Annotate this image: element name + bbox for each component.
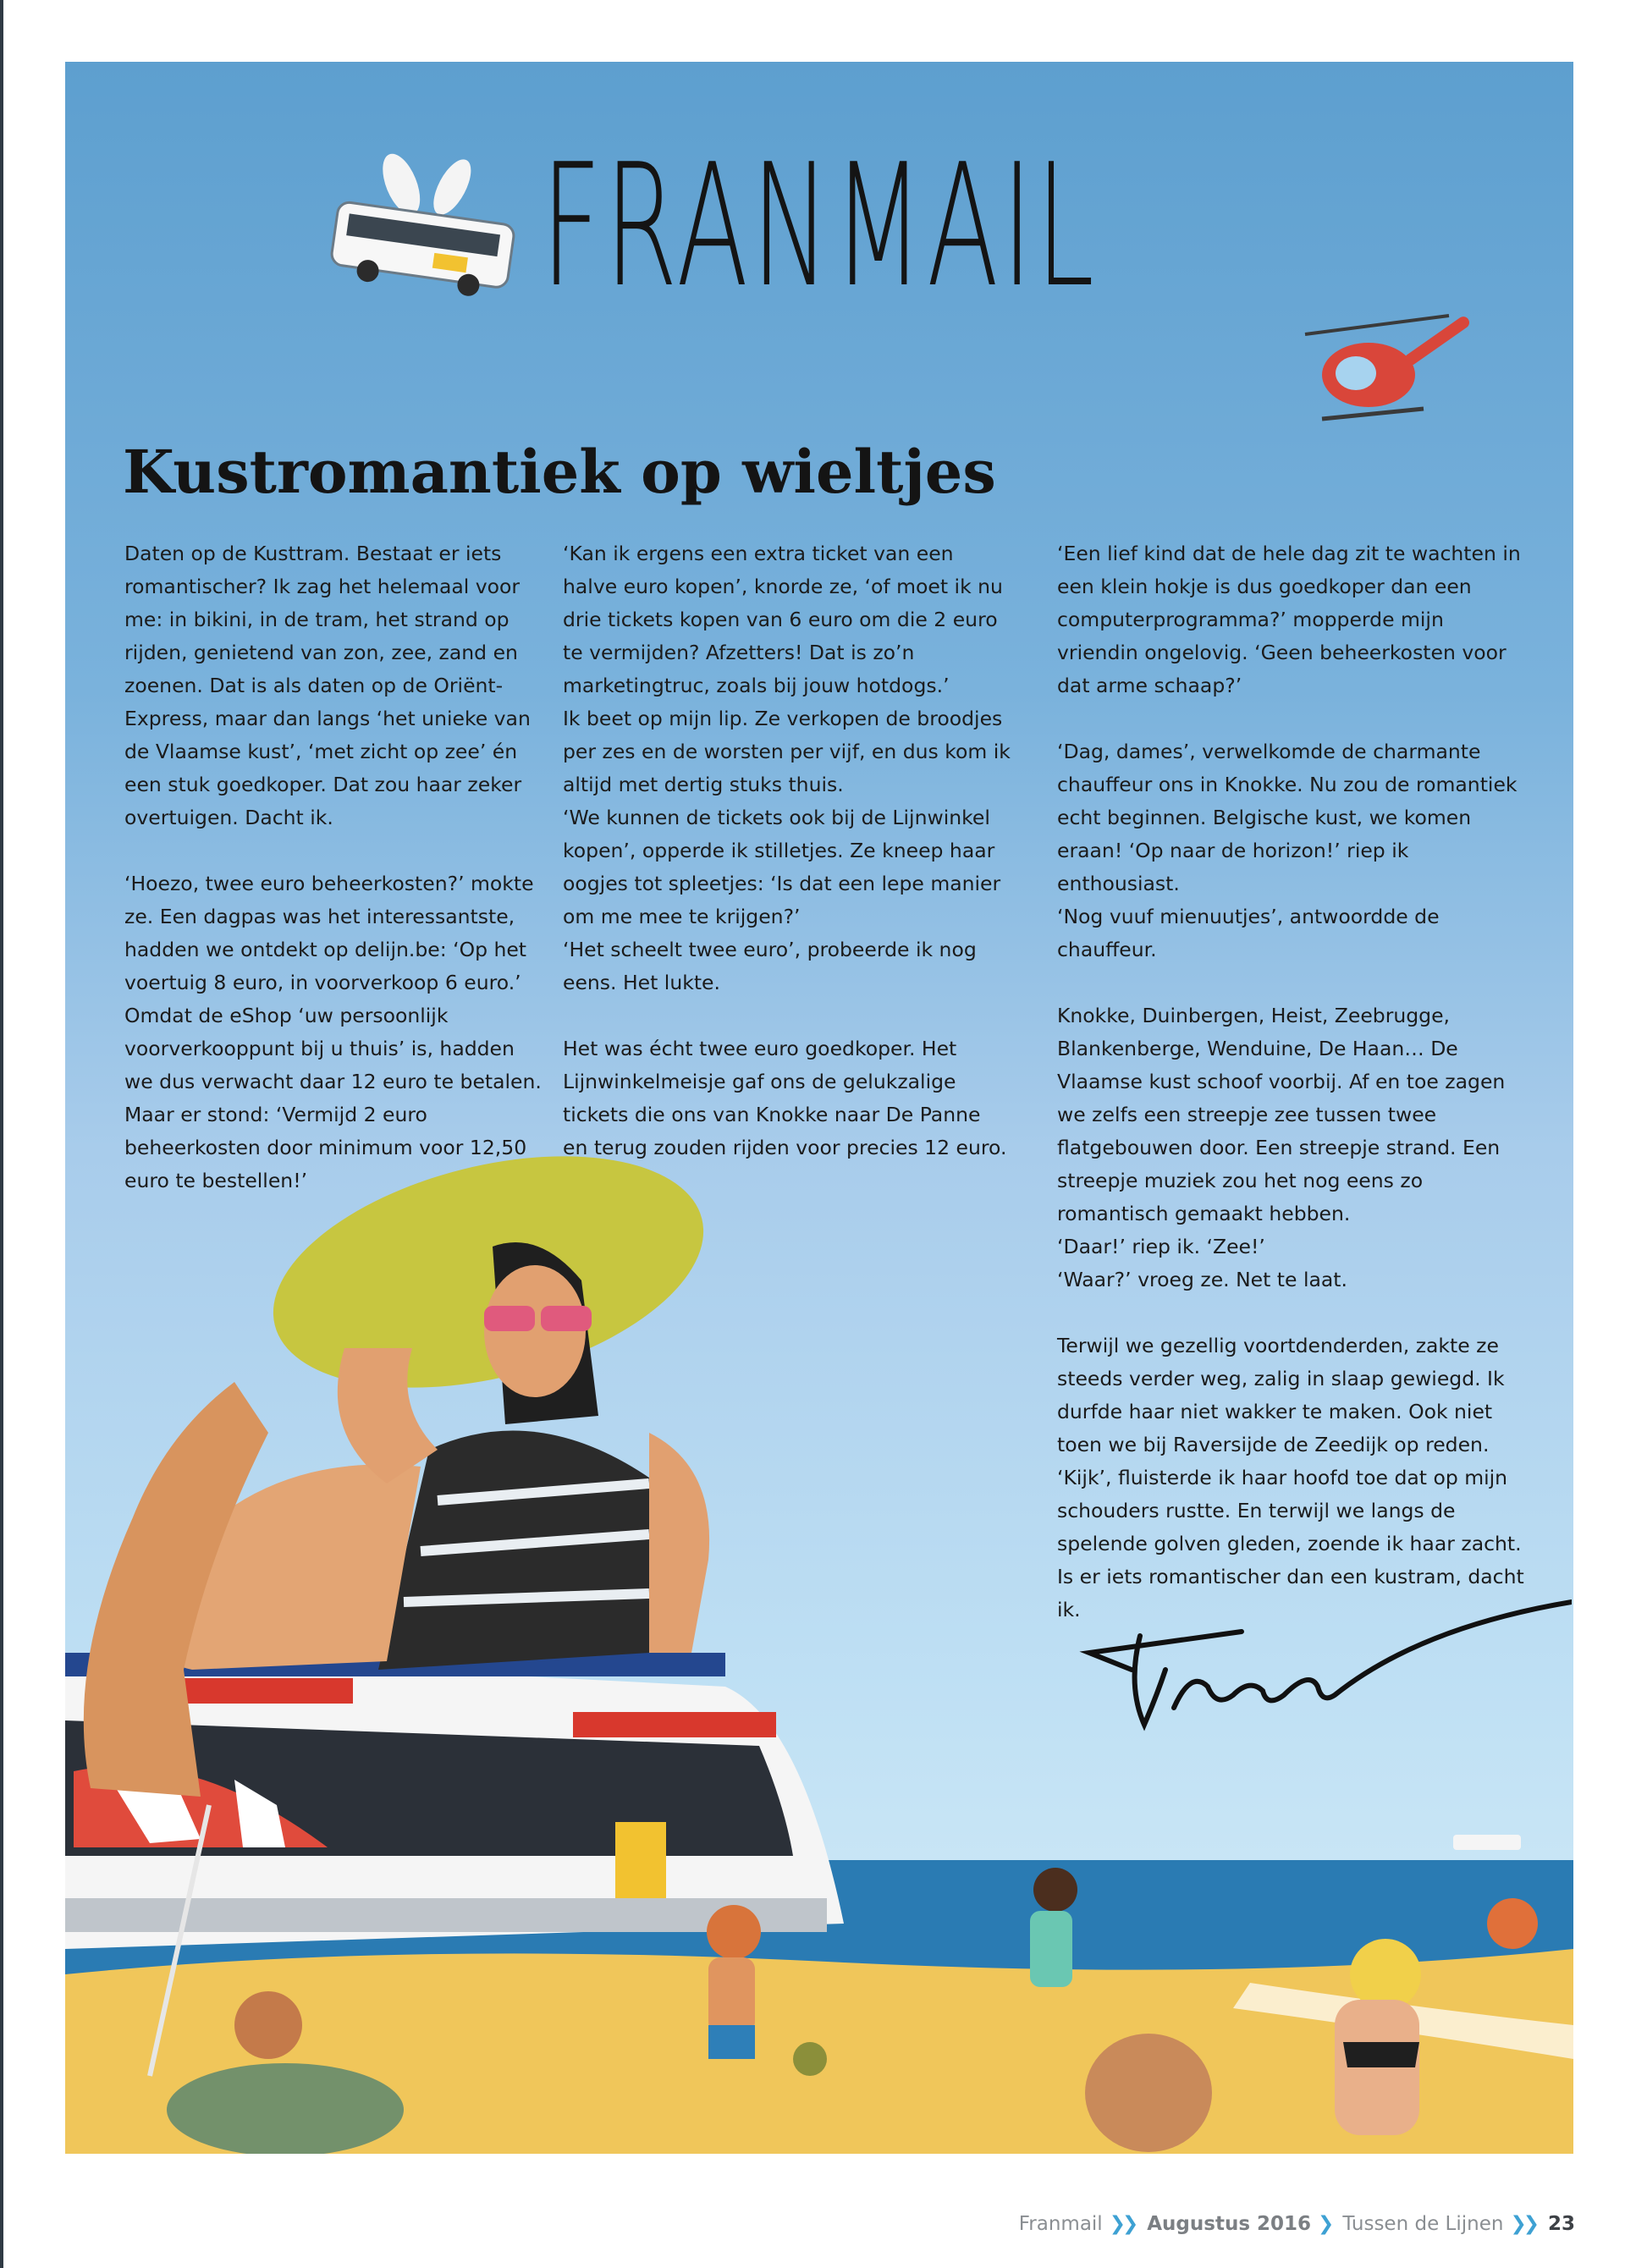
page-number: 23 <box>1547 2213 1575 2235</box>
helicopter-icon <box>1305 314 1472 419</box>
paragraph: Terwijl we gezellig voortdenderden, zakte ze steeds verder weg, zalig in slaap gewiegd. Ik durfde haar niet wakker te maken. Ook niet toen we bij Raversijde de Zeedijk op reden. <box>1057 1334 1505 1456</box>
article-column-3 <box>1057 537 1531 1627</box>
page-footer <box>1019 2213 1575 2235</box>
paragraph: ‘Kan ik ergens een extra ticket van een halve euro kopen’, knorde ze, ‘of moet ik nu drie tickets kopen van 6 euro om die 2 euro te vermijden? Afzetters! Dat is zo’n marketingtruc, zoals bij jouw hotdogs.’ <box>563 542 1003 697</box>
illustration-panel <box>65 62 1573 2154</box>
article-column-2 <box>563 537 1011 1164</box>
paragraph: Het was écht twee euro goedkoper. Het Lijnwinkelmeisje gaf ons de gelukzalige tickets die ons van Knokke naar De Panne en terug zouden rijden voor precies 12 euro. <box>563 1037 1007 1159</box>
paragraph: ‘Kijk’, fluisterde ik haar hoofd toe dat op mijn schouders rustte. En terwijl we langs de spelende golven gleden, zoende ik haar zacht. <box>1057 1466 1522 1555</box>
footer-date: Augustus 2016 <box>1147 2213 1312 2235</box>
chevron-right-icon: ❯ <box>1318 2213 1331 2235</box>
paragraph: ‘Dag, dames’, verwelkomde de charmante chauffeur ons in Knokke. Nu zou de romantiek echt beginnen. Belgische kust, we komen eraan! ‘Op naar de horizon!’ riep ik enthousiast. <box>1057 740 1518 895</box>
paragraph: ‘Hoezo, twee euro beheerkosten?’ mokte ze. Een dagpas was het interessantste, hadden we ontdekt op delijn.be: ‘Op het voertuig 8 euro, in voorverkoop 6 euro.’ Omdat de eShop ‘uw persoonlijk voorverkooppunt bij u thuis’ is, hadden we dus verwacht daar 12 euro te betalen. Maar er stond: ‘Vermijd 2 euro beheerkosten door minimum voor 12,50 euro te bestellen!’ <box>124 872 542 1192</box>
paragraph: ‘Het scheelt twee euro’, probeerde ik nog eens. Het lukte. <box>563 938 977 994</box>
masthead-title: FRANMAIL <box>541 128 1098 325</box>
chevron-right-icon: ❯❯ <box>1510 2213 1536 2235</box>
article-headline: Kustromantiek op wieltjes <box>123 437 996 507</box>
paragraph: ‘Waar?’ vroeg ze. Net te laat. <box>1057 1268 1347 1291</box>
paragraph: Ik beet op mijn lip. Ze verkopen de broodjes per zes en de worsten per vijf, en dus kom ik altijd met dertig stuks thuis. <box>563 707 1011 796</box>
paragraph: ‘Een lief kind dat de hele dag zit te wachten in een klein hokje is dus goedkoper dan een computerprogramma?’ mopperde mijn vriendin ongelovig. ‘Geen beheerkosten voor dat arme schaap?’ <box>1057 542 1521 697</box>
paragraph: ‘Nog vuuf mienuutjes’, antwoordde de chauffeur. <box>1057 905 1440 961</box>
footer-section: Franmail <box>1018 2213 1103 2235</box>
footer-publication: Tussen de Lijnen <box>1342 2213 1504 2235</box>
paragraph: Is er iets romantischer dan een kustram, dacht ik. <box>1057 1565 1524 1621</box>
paragraph: Knokke, Duinbergen, Heist, Zeebrugge, Blankenberge, Wenduine, De Haan… De Vlaamse kust schoof voorbij. Af en toe zagen we zelfs een streepje zee tussen twee flatgebouwen door. Een streepje strand. Een streepje muziek zou het nog eens zo romantisch gemaakt hebben. <box>1057 1004 1506 1225</box>
paragraph: Daten op de Kusttram. Bestaat er iets romantischer? Ik zag het helemaal voor me: in bikini, in de tram, het strand op rijden, genietend van zon, zee, zand en zoenen. Dat is als daten op de Oriënt-Express, maar dan langs ‘het unieke van de Vlaamse kust’, ‘met zicht op zee’ én een stuk goedkoper. Dat zou haar zeker overtuigen. Dacht ik. <box>124 542 531 829</box>
page-edge <box>0 0 3 2268</box>
article-column-1 <box>124 537 548 1197</box>
paragraph: ‘We kunnen de tickets ook bij de Lijnwinkel kopen’, opperde ik stilletjes. Ze kneep haar oogjes tot spleetjes: ‘Is dat een lepe manier om me mee te krijgen?’ <box>563 806 1001 928</box>
chevron-right-icon: ❯❯ <box>1109 2213 1136 2235</box>
handwritten-signature <box>1064 1568 1572 1754</box>
paragraph: ‘Daar!’ riep ik. ‘Zee!’ <box>1057 1235 1265 1258</box>
